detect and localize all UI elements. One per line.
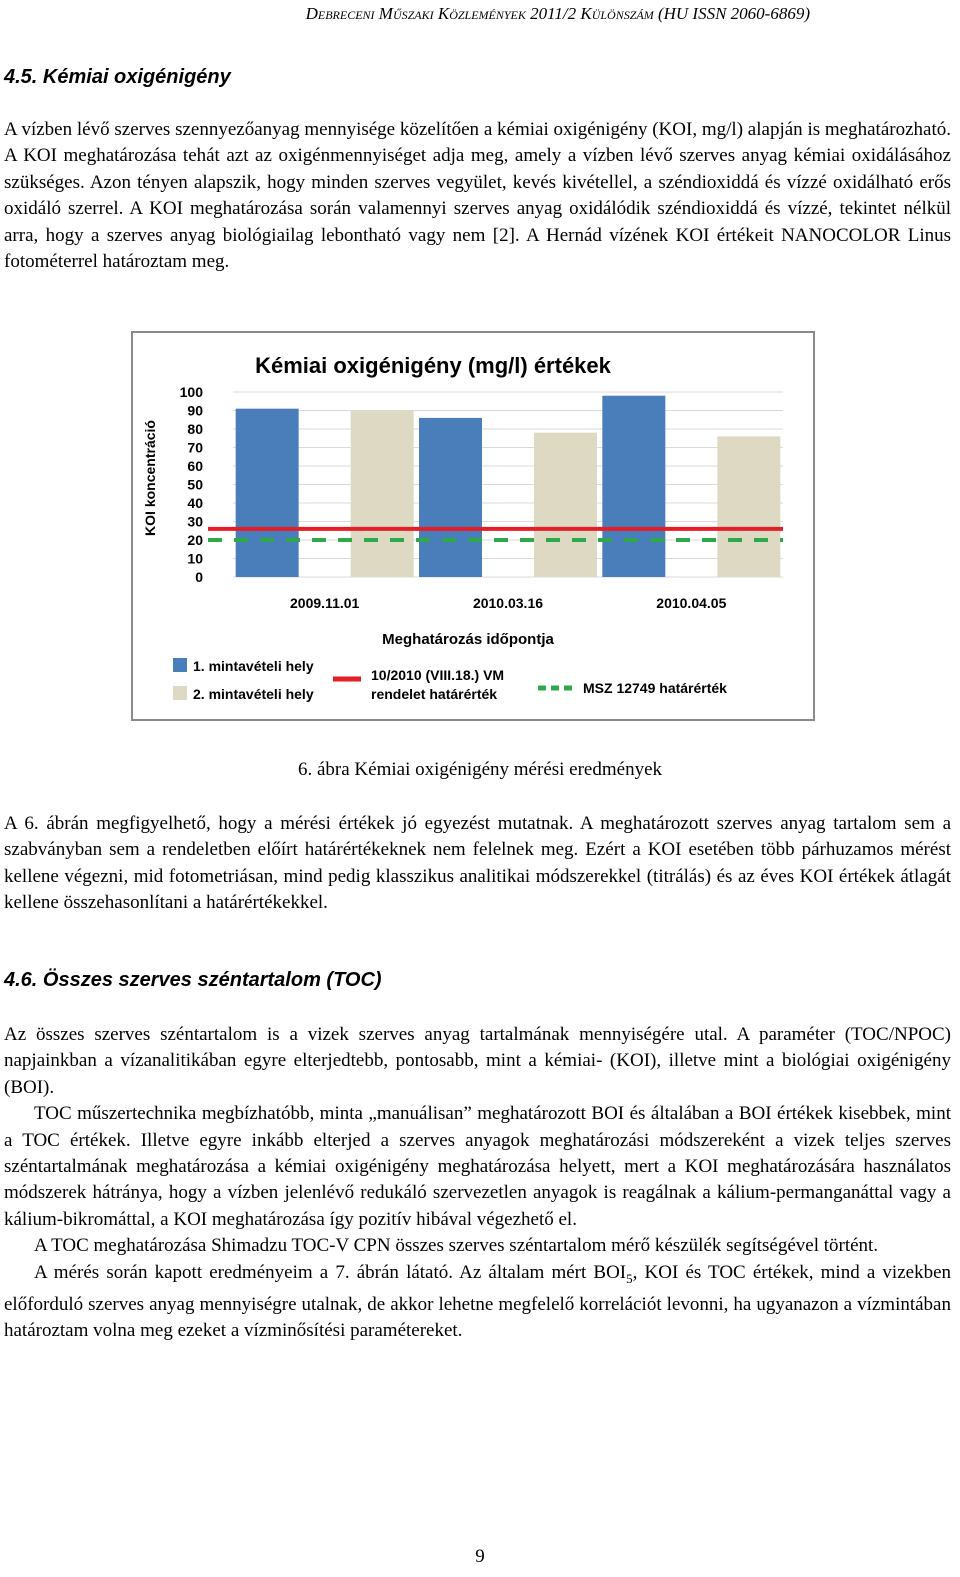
bar (419, 418, 482, 577)
section-heading-4-5: 4.5. Kémiai oxigénigény (4, 66, 231, 88)
y-tick-label: 10 (187, 550, 203, 567)
x-tick-label: 2010.03.16 (472, 595, 544, 611)
legend-swatch (173, 658, 187, 672)
y-tick-label: 30 (187, 513, 203, 530)
legend-label: 10/2010 (VIII.18.) VM (371, 667, 505, 683)
koi-intro-paragraph (4, 117, 951, 275)
legend-label: 2. mintavételi hely (193, 686, 314, 702)
discussion-paragraph (4, 811, 951, 917)
discussion-text: A 6. ábrán megfigyelhető, hogy a mérési értékek jó egyezést mutatnak. A meghatározott szerves anyag tartalom sem a szabványban sem a rendeletben előírt határértékeknek nem felelnek meg. Ezért a KOI esetében több párhuzamos mérést kellene végezni, mid fotometriásan, mind pedig klasszikus analitikai módszerekkel (titrálás) és az éves KOI értékek átlagát kellene összehasonlítani a határértékekkel. (4, 813, 951, 914)
toc-p4-subscript: 5 (626, 1270, 633, 1286)
toc-paragraph-4 (4, 1260, 951, 1345)
section-heading-4-6: 4.6. Összes szerves széntartalom (TOC) (4, 969, 382, 991)
legend-label: rendelet határérték (371, 686, 498, 702)
y-tick-label: 50 (187, 476, 203, 493)
bar (236, 409, 299, 577)
chart-ylabel: KOI koncentráció (142, 420, 158, 536)
bar (351, 411, 414, 578)
y-tick-label: 90 (187, 402, 203, 419)
koi-intro-text: A vízben lévő szerves szennyezőanyag mennyisége közelítően a kémiai oxigénigény (KOI, mg/l) alapján is meghatározható. A KOI meghatározása tehát azt az oxigénmennyiséget adja meg, amely a vízben lévő szerves anyag kémiai oxidálásához szükséges. Azon tényen alapszik, hogy minden szerves vegyület, kevés kivétellel, a széndioxiddá és vízzé oxidálható erős oxidáló szerrel. A KOI meghatározása során valamennyi szerves anyag oxidálódik széndioxiddá és vízzé, tekintet nélkül arra, hogy a szerves anyag biológiailag lebontható vagy nem [2]. A Hernád vízének KOI értékeit NANOCOLOR Linus fotométerrel határoztam meg. (4, 119, 951, 273)
bar (602, 396, 665, 577)
y-tick-label: 70 (187, 439, 203, 456)
koi-chart (131, 331, 815, 721)
page-number: 9 (475, 1546, 485, 1567)
legend-label: 1. mintavételi hely (193, 658, 314, 674)
toc-p4-part1: A mérés során kapott eredményeim a 7. ábrán látató. Az általam mért BOI (34, 1261, 627, 1283)
y-tick-label: 80 (187, 421, 203, 437)
bar (717, 436, 780, 577)
running-header (306, 4, 810, 24)
toc-paragraph-1: Az összes szerves széntartalom is a vizek szerves anyag tartalmának mennyiségére utal. A paraméter (TOC/NPOC) napjainkban a vízanalitikában egyre elterjedtebb, pontosabb, mint a kémiai- (KOI), illetve mint a biológiai oxigénigény (BOI). (4, 1024, 951, 1098)
chart-legend (173, 658, 727, 702)
toc-paragraph-2: TOC műszertechnika megbízhatóbb, minta „manuálisan” meghatározott BOI és általában a BOI értékek kisebbek, mint a TOC értékek. Illetve egyre inkább elterjed a szerves anyagok meghatározási módszereként a vizek teljes szerves széntartalmának meghatározása a kémiai oxigénigény meghatározása helyett, mert a KOI meghatározására használatos módszerek hátránya, hogy a vízben jelenlévő redukáló szervezetlen anyagok is reagálnak a kálium-permanganáttal vagy a kálium-bikromáttal, a KOI meghatározása így pozitív hibával végezhető el. (4, 1103, 951, 1230)
y-tick-label: 40 (187, 495, 203, 511)
toc-paragraph-3: A TOC meghatározása Shimadzu TOC-V CPN összes szerves széntartalom mérő készülék segítségével történt. (34, 1235, 879, 1257)
koi-chart-svg (133, 333, 813, 719)
chart-grid (233, 392, 783, 577)
toc-section-body (4, 1022, 951, 1345)
journal-title: Debreceni Műszaki Közlemények 2011/2 Különszám (HU ISSN 2060-6869) (305, 4, 810, 23)
x-tick-label: 2010.04.05 (656, 595, 727, 611)
chart-bars (236, 396, 781, 577)
bar (534, 433, 597, 577)
legend-swatch (173, 686, 187, 700)
legend-label: MSZ 12749 határérték (583, 680, 727, 696)
chart-title: Kémiai oxigénigény (mg/l) értékek (255, 353, 611, 378)
y-tick-label: 20 (187, 532, 203, 548)
x-tick-label: 2009.11.01 (290, 595, 360, 611)
y-tick-label: 60 (187, 458, 203, 474)
figure-caption: 6. ábra Kémiai oxigénigény mérési eredmények (297, 759, 663, 780)
y-tick-label: 0 (195, 569, 203, 585)
y-tick-label: 100 (179, 384, 203, 400)
chart-xlabel: Meghatározás időpontja (382, 631, 554, 648)
toc-p4-part2: , KOI és TOC értékek, mind a vizekben előforduló szerves anyag mennyiségre utalnak, de akkor lehetne megfelelő korrelációt levonni, ha ugyanazon a vízmintában határoztam volna meg ezeket a vízminősítési paramétereket. (4, 1261, 951, 1342)
